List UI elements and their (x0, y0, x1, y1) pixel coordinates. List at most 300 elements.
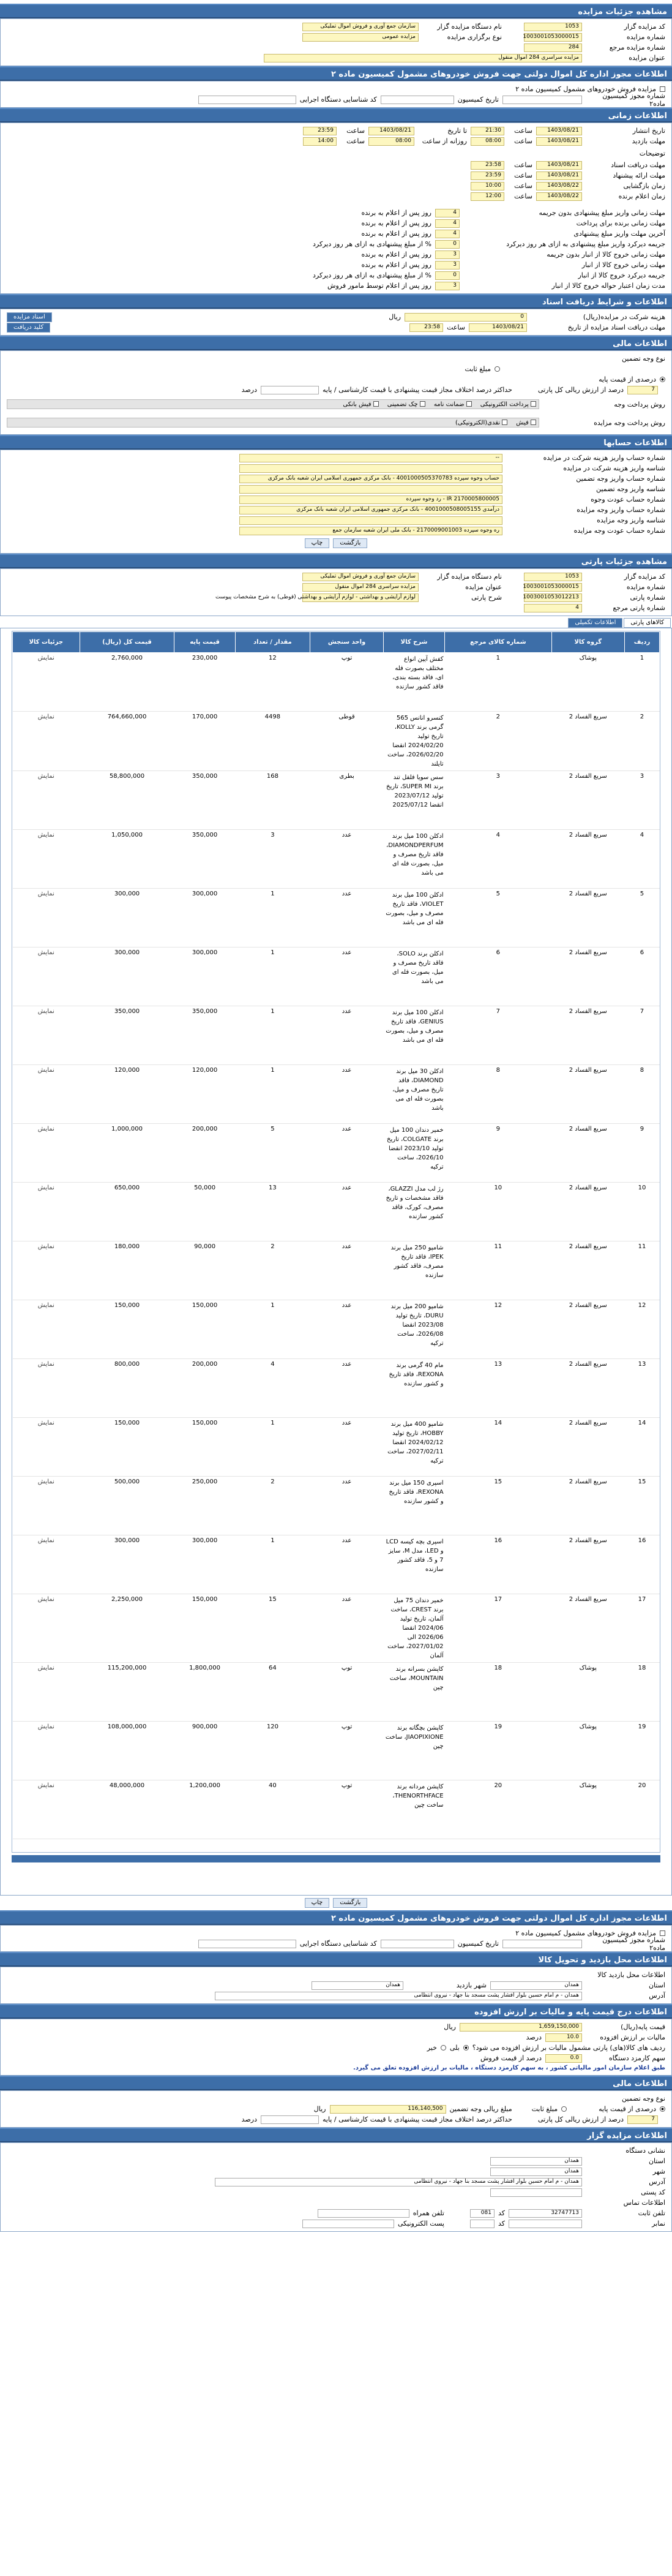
doc-deadline-label: مهلت دریافت اسناد (611, 161, 665, 169)
penalty-value: 3 (435, 250, 460, 259)
details-cell (13, 1535, 80, 1594)
item-group: پوشاک (551, 1722, 624, 1780)
item-total-price: 1,000,000 (80, 1124, 174, 1183)
item-description: ادکلن برند SOLO، فاقد تاریخ مصرف و میل، بصورت فله ای می باشد (384, 947, 445, 1006)
item-base-price: 150,000 (174, 1594, 235, 1663)
percent-label: درصدی از قیمت پایه (599, 2105, 656, 2113)
details-cell (13, 1594, 80, 1663)
col-unit[interactable]: واحد سنجش (310, 632, 384, 653)
opening-time: 10:00 (471, 182, 504, 190)
permit-number-label: شماره مجوز کمیسیون ماده۲ (602, 91, 665, 108)
contact-title: اطلاعات تماس (623, 2199, 665, 2207)
doc-receipt-label: مهلت دریافت اسناد مزایده از تاریخ (567, 323, 665, 331)
col-group[interactable]: گروه کالا (551, 632, 624, 653)
item-ref-code: 14 (445, 1418, 552, 1477)
visit-location-panel (0, 1967, 672, 2004)
back-button[interactable]: بازگشت (333, 538, 367, 548)
item-quantity: 12 (235, 653, 310, 712)
account-label: شماره حساب واریز وجه تضمین (576, 475, 665, 483)
col-desc[interactable]: شرح کالا (384, 632, 445, 653)
item-unit: توپ (310, 1663, 384, 1722)
item-unit: توپ (310, 1722, 384, 1780)
time-label: ساعت (514, 161, 532, 169)
item-group: سریع الفساد 2 (551, 889, 624, 947)
item-group: سریع الفساد 2 (551, 830, 624, 889)
details-cell (13, 1183, 80, 1241)
city-label: شهر بازدید (456, 1981, 487, 1989)
penalty-label: مهلت زمانی خروج کالا از انبار (581, 261, 665, 269)
time-label: ساعت (447, 323, 465, 331)
table-row (13, 1065, 660, 1124)
item-unit: عدد (310, 1065, 384, 1124)
item-description: کنسرو انانس 565 گرمی برند KOLLY، تاریخ تولید 2024/02/20 انقضا 2026/02/20، ساخت تایلند (384, 712, 445, 771)
view-details-link[interactable]: نمایش (37, 1302, 54, 1309)
item-base-price: 1,200,000 (174, 1780, 235, 1839)
fixed-amount-label: مبلغ ثابت (465, 365, 491, 373)
table-row (13, 1780, 660, 1839)
vehicle-sale-label: مزایده فروش خودروهای مشمول کمیسیون ماده ۲ (515, 85, 656, 93)
row-number: 2 (624, 712, 659, 771)
print-button[interactable]: چاپ (305, 1898, 330, 1908)
penalty-value: 4 (435, 230, 460, 238)
details-cell (13, 1418, 80, 1477)
item-total-price: 58,800,000 (80, 771, 174, 830)
view-details-link[interactable]: نمایش (37, 1243, 54, 1250)
account-label: شماره حساب واریز وجه مزایده (577, 506, 665, 514)
auction-pay-method-label: روش پرداخت وجه مزایده (594, 418, 665, 427)
item-quantity: 1 (235, 1418, 310, 1477)
publish-time: 21:30 (471, 127, 504, 135)
item-unit: عدد (310, 1359, 384, 1418)
opening-date: 1403/08/22 (536, 182, 582, 190)
address-label: آدرس (649, 1992, 665, 2000)
penalty-unit: % از مبلغ پیشنهادی به ازای هر روز دیرکرد (313, 240, 431, 248)
percent-radio[interactable] (660, 2106, 665, 2112)
col-total[interactable]: قیمت کل (ریال) (80, 632, 174, 653)
guarantee-letter-checkbox[interactable] (466, 401, 472, 407)
details-cell (13, 830, 80, 889)
item-description: مام 40 گرمی برند REXONA، فاقد تاریخ و کشور سازنده (384, 1359, 445, 1418)
party-details-header: مشاهده جزئیات پارتی (0, 554, 672, 568)
base-price-value: 1,659,150,000 (460, 2023, 582, 2032)
auction-number-value: 1003001053000015 (524, 33, 582, 42)
item-base-price: 350,000 (174, 830, 235, 889)
item-base-price: 350,000 (174, 771, 235, 830)
item-unit: عدد (310, 1006, 384, 1065)
view-details-link[interactable]: نمایش (37, 1596, 54, 1603)
item-description: کاپشن مردانه برند THENORTHFACE، ساخت چین (384, 1780, 445, 1839)
view-details-link[interactable]: نمایش (37, 655, 54, 661)
item-group: سریع الفساد 2 (551, 1241, 624, 1300)
item-total-price: 800,000 (80, 1359, 174, 1418)
penalty-label: مدت زمان اعتبار حواله خروج کالا از انبار (551, 282, 665, 290)
vehicle-permit-panel-2 (0, 1925, 672, 1952)
account-label: شماره حساب عودت وجه مزایده (573, 527, 665, 535)
account-label: شناسه واریز وجه تضمین (596, 485, 665, 493)
row-number: 14 (624, 1418, 659, 1477)
view-details-link[interactable]: نمایش (37, 891, 54, 897)
auction-number-label: شماره مزایده (626, 33, 665, 41)
city-value: همدان (490, 2167, 582, 2176)
tab-party-items[interactable]: کالاهای پارتی (624, 618, 671, 628)
time-label: ساعت (346, 127, 365, 135)
view-details-link[interactable]: نمایش (37, 1067, 54, 1074)
item-ref-code: 4 (445, 830, 552, 889)
item-description: شامپو 200 میل برند DURU، تاریخ تولید 2023/08 انقضا 2026/08، ساخت ترکیه (384, 1300, 445, 1359)
details-cell (13, 1065, 80, 1124)
documents-header: اطلاعات و شرایط دریافت اسناد (0, 294, 672, 309)
fixed-amount-radio[interactable] (495, 366, 500, 372)
table-row (13, 889, 660, 947)
no-radio[interactable] (441, 2045, 446, 2051)
email-value (302, 2220, 394, 2228)
item-quantity: 1 (235, 1006, 310, 1065)
view-details-link[interactable]: نمایش (37, 1420, 54, 1426)
item-ref-code: 8 (445, 1065, 552, 1124)
item-description: خمیر دندان 100 میل برند COLGATE، تاریخ تولید 2023/10 انقضا 2026/10، ساخت ترکیه (384, 1124, 445, 1183)
item-base-price: 150,000 (174, 1300, 235, 1359)
financial-header-2: اطلاعات مالی (0, 2076, 672, 2090)
bank-receipt-label: فیش بانکی (343, 401, 371, 408)
item-ref-code: 16 (445, 1535, 552, 1594)
account-label: شماره حساب واریز هزینه شرکت در مزایده (543, 454, 665, 462)
view-details-link[interactable]: نمایش (37, 1537, 54, 1544)
item-quantity: 1 (235, 947, 310, 1006)
item-unit: توپ (310, 653, 384, 712)
view-details-link[interactable]: نمایش (37, 1665, 54, 1671)
item-total-price: 1,050,000 (80, 830, 174, 889)
item-description: کفش آیین انواع مختلف بصورت فله ای، فاقد بسته بندی، فاقد کشور سازنده (384, 653, 445, 712)
account-value (239, 516, 502, 525)
item-quantity: 5 (235, 1124, 310, 1183)
print-button[interactable]: چاپ (305, 538, 330, 548)
account-value: درآمدی 4001000508005155 - بانک مرکزی جمهوری اسلامی ایران شعبه بانک مرکزی (239, 506, 502, 514)
address-value: همدان - م امام حسین بلوار افشار پشت مسجد بنا جهاد - نیروی انتظامی (215, 2178, 582, 2186)
item-total-price: 2,760,000 (80, 653, 174, 712)
item-base-price: 300,000 (174, 1535, 235, 1594)
row-number: 3 (624, 771, 659, 830)
phone-value: 32747713 (509, 2209, 582, 2218)
account-label: شماره حساب عودت وجوه (591, 495, 665, 503)
code-value: 1053 (524, 23, 582, 31)
item-ref-code: 3 (445, 771, 552, 830)
fee-share-value: 0.0 (545, 2054, 582, 2063)
row-number: 15 (624, 1477, 659, 1535)
item-unit: عدد (310, 947, 384, 1006)
rial-unit: ریال (444, 2023, 456, 2031)
table-row (13, 771, 660, 830)
penalty-value: 0 (435, 271, 460, 280)
mobile-value (318, 2209, 409, 2218)
item-ref-code: 11 (445, 1241, 552, 1300)
item-ref-code: 2 (445, 712, 552, 771)
item-group: پوشاک (551, 1663, 624, 1722)
auction-title-label: عنوان مزایده (629, 54, 665, 62)
view-details-link[interactable]: نمایش (37, 1184, 54, 1191)
item-total-price: 120,000 (80, 1065, 174, 1124)
code-label: کد مزایده گزار (624, 573, 665, 581)
row-number: 7 (624, 1006, 659, 1065)
publish-to-date: 1403/08/21 (368, 127, 414, 135)
view-details-link[interactable]: نمایش (37, 832, 54, 838)
org-name-label: نام دستگاه مزایده گزار (437, 573, 502, 581)
fee-unit: ریال (389, 313, 401, 321)
item-base-price: 150,000 (174, 1418, 235, 1477)
permit-number-label: شماره مجوز کمیسیون ماده۲ (602, 1935, 665, 1952)
row-number: 1 (624, 653, 659, 712)
party-ref-label: شماره پارتی مرجع (613, 604, 665, 612)
item-base-price: 50,000 (174, 1183, 235, 1241)
penalty-unit: روز پس از اعلام به برنده (361, 219, 431, 227)
percent-radio[interactable] (660, 377, 665, 382)
item-description: ادکلن 30 میل برند DIAMOND، فاقد تاریخ مصرف و میل، بصورت فله ای می باشد (384, 1065, 445, 1124)
view-details-link[interactable]: نمایش (37, 1126, 54, 1132)
province-value: همدان (490, 1981, 582, 1990)
item-group: سریع الفساد 2 (551, 712, 624, 771)
item-quantity: 15 (235, 1594, 310, 1663)
permit-number-field (502, 1940, 582, 1948)
table-row (13, 1241, 660, 1300)
province-label: استان (648, 2157, 665, 2165)
item-base-price: 170,000 (174, 712, 235, 771)
row-number: 13 (624, 1359, 659, 1418)
vat-question-label: ردیف های کالا(های) پارتی مشمول مالیات بر ارزش افزوده می شود؟ (472, 2044, 665, 2052)
item-description: کاپشن بچگانه برند JIAOPIXIONE، ساخت چین (384, 1722, 445, 1780)
row-number: 17 (624, 1594, 659, 1663)
party-tabs (0, 616, 672, 628)
account-label: شناسه واریز وجه مزایده (597, 516, 665, 524)
fee-share-note: درصد از قیمت فروش (480, 2054, 542, 2062)
financial-header: اطلاعات مالی (0, 336, 672, 350)
col-qty[interactable]: مقدار / تعداد (235, 632, 310, 653)
max-diff-field (261, 2115, 319, 2124)
download-key-button[interactable]: کلید دریافت (7, 323, 50, 333)
percent-of-value-label: درصد از ارزش ریالی کل پارتی (537, 2115, 624, 2123)
penalty-unit: روز پس از اعلام به برنده (361, 261, 431, 269)
base-price-label: قیمت پایه(ریال) (621, 2023, 665, 2031)
item-ref-code: 9 (445, 1124, 552, 1183)
table-row (13, 712, 660, 771)
slip-label: فیش (516, 419, 529, 426)
details-cell (13, 653, 80, 712)
mobile-label: تلفن همراه (413, 2209, 444, 2217)
tab-extra-info[interactable]: اطلاعات تکمیلی (568, 618, 622, 628)
item-ref-code: 17 (445, 1594, 552, 1663)
penalty-label: آخرین مهلت واریز مبلغ پیشنهادی (573, 230, 665, 238)
commission-date-field (381, 96, 454, 104)
vehicle-permit-panel (0, 81, 672, 108)
view-details-link[interactable]: نمایش (37, 1478, 54, 1485)
item-description: خمیر دندان 75 میل برند CREST، ساخت آلمان، تاریخ تولید 2024/06 انقضا 2026/06 الی 2027/01/02، ساخت آلمان (384, 1594, 445, 1663)
visit-date: 1403/08/21 (536, 137, 582, 146)
view-details-link[interactable]: نمایش (37, 1361, 54, 1368)
fixed-amount-radio[interactable] (561, 2106, 567, 2112)
item-unit: عدد (310, 830, 384, 889)
row-number: 16 (624, 1535, 659, 1594)
item-group: سریع الفساد 2 (551, 1124, 624, 1183)
accounts-panel (0, 450, 672, 554)
max-diff-label: حداکثر درصد اختلاف مجاز قیمت پیشنهادی با قیمت کارشناسی / پایه (323, 2115, 512, 2123)
penalty-label: مهلت زمانی برنده برای پرداخت (576, 219, 665, 227)
item-description: ادکلن 100 میل برند VIOLET، فاقد تاریخ مصرف و میل، بصورت فله ای می باشد (384, 889, 445, 947)
view-details-link[interactable]: نمایش (37, 949, 54, 956)
account-value: -- (239, 454, 502, 462)
item-ref-code: 15 (445, 1477, 552, 1535)
bank-receipt-checkbox[interactable] (373, 401, 379, 407)
slip-checkbox[interactable] (531, 420, 536, 425)
row-number: 20 (624, 1780, 659, 1839)
details-cell (13, 1006, 80, 1065)
item-group: سریع الفساد 2 (551, 1535, 624, 1594)
item-ref-code: 12 (445, 1300, 552, 1359)
item-unit: عدد (310, 889, 384, 947)
visit-from-hour: 08:00 (368, 137, 414, 146)
time-label: ساعت (346, 137, 365, 145)
area-code-label: کد (498, 2220, 505, 2228)
penalty-unit: روز پس از اعلام به برنده (361, 209, 431, 217)
base-price-panel (0, 2019, 672, 2076)
city-value: همدان (312, 1981, 403, 1990)
penalty-value: 3 (435, 282, 460, 290)
item-total-price: 180,000 (80, 1241, 174, 1300)
yes-label: بلی (449, 2044, 460, 2052)
row-number: 10 (624, 1183, 659, 1241)
guarantee-type-label: نوع وجه تضمین (622, 2095, 665, 2103)
penalty-value: 4 (435, 209, 460, 217)
view-details-link[interactable]: نمایش (37, 773, 54, 780)
no-label: خیر (427, 2044, 437, 2052)
check-checkbox[interactable] (420, 401, 425, 407)
bid-deadline-label: مهلت ارائه پیشنهاد (613, 171, 665, 179)
payment-method-label: روش پرداخت وجه (614, 400, 665, 409)
items-table-panel (0, 628, 672, 1896)
penalty-unit: % از مبلغ پیشنهادی به ازای هر روز دیرکرد (313, 271, 431, 279)
details-cell (13, 1477, 80, 1535)
details-cell (13, 771, 80, 830)
table-row (13, 830, 660, 889)
vehicle-permit-header: اطلاعات مجوز اداره کل اموال دولتی جهت فروش خودروهای مشمول کمیسیون ماده ۲ (0, 66, 672, 81)
item-base-price: 900,000 (174, 1722, 235, 1780)
doc-deadline-time: 23:58 (471, 161, 504, 170)
electronic-pay-checkbox[interactable] (531, 401, 536, 407)
financial-panel-2 (0, 2090, 672, 2128)
view-details-link[interactable]: نمایش (37, 714, 54, 720)
item-unit: عدد (310, 1124, 384, 1183)
table-row (13, 1535, 660, 1594)
code-value: 1053 (524, 573, 582, 581)
publish-date: 1403/08/21 (536, 127, 582, 135)
yes-radio[interactable] (463, 2045, 469, 2051)
penalty-label: مهلت زمانی خروج کالا از انبار بدون جریمه (547, 250, 665, 258)
item-description: سس سویا فلفل تند برند SUPER MI، تاریخ تولید 2023/07/12 انقضا 2025/07/12 (384, 771, 445, 830)
auction-docs-button[interactable]: اسناد مزایده (7, 312, 52, 322)
penalty-unit: روز پس از اعلام به برنده (361, 230, 431, 238)
item-ref-code: 13 (445, 1359, 552, 1418)
to-date-label: تا تاریخ (447, 127, 467, 135)
commission-date-label: تاریخ کمیسیون (457, 1940, 499, 1948)
item-description: رژ لب مدل GLAZZI، فاقد مشخصات و تاریخ مصرف، کورک، فاقد کشور سازنده (384, 1183, 445, 1241)
account-value (239, 464, 502, 473)
view-details-link[interactable]: نمایش (37, 1723, 54, 1730)
base-price-header: اطلاعات درج قیمت پایه و مالیات بر ارزش افزوده (0, 2004, 672, 2019)
col-price[interactable]: قیمت پایه (174, 632, 235, 653)
col-row[interactable]: ردیف (624, 632, 659, 653)
time-label: ساعت (514, 192, 532, 200)
col-details[interactable]: جزئیات کالا (13, 632, 80, 653)
item-total-price: 2,250,000 (80, 1594, 174, 1663)
rial-unit: ریال (313, 2105, 326, 2113)
item-unit: توپ (310, 1780, 384, 1839)
item-ref-code: 19 (445, 1722, 552, 1780)
fee-value: 0 (405, 313, 527, 322)
commission-date-field (381, 1940, 454, 1948)
view-details-link[interactable]: نمایش (37, 1782, 54, 1789)
table-row (13, 1300, 660, 1359)
time-label: ساعت (514, 127, 532, 135)
accounts-header: اطلاعات حسابها (0, 435, 672, 450)
item-total-price: 300,000 (80, 1535, 174, 1594)
item-description: اسپری بچه کیسه LCD و LED، مدل M، سایز 7 و 5، فاقد کشور سازنده (384, 1535, 445, 1594)
item-quantity: 120 (235, 1722, 310, 1780)
item-quantity: 2 (235, 1241, 310, 1300)
details-cell (13, 1124, 80, 1183)
guarantee-type-label: نوع وجه تضمین (622, 355, 665, 363)
vat-value: 10.0 (545, 2033, 582, 2042)
item-base-price: 350,000 (174, 1006, 235, 1065)
item-base-price: 90,000 (174, 1241, 235, 1300)
item-group: سریع الفساد 2 (551, 1065, 624, 1124)
penalty-unit: روز پس از اعلام به برنده (361, 250, 431, 258)
org-name-value: سازمان جمع آوری و فروش اموال تملیکی (302, 573, 419, 581)
item-base-price: 200,000 (174, 1359, 235, 1418)
item-quantity: 2 (235, 1477, 310, 1535)
back-button[interactable]: بازگشت (333, 1898, 367, 1908)
auction-number-label: شماره مزایده (626, 583, 665, 591)
penalty-label: جریمه دیرکرد واریز مبلغ پیشنهادی به ازای هر روز دیرکرد (506, 240, 665, 248)
auction-title-label: عنوان مزایده (465, 583, 502, 591)
percent-label: درصدی از قیمت پایه (599, 375, 656, 383)
auction-title-value: مزایده سراسری 284 اموال منقول (264, 54, 582, 62)
penalty-value: 4 (435, 219, 460, 228)
row-number: 5 (624, 889, 659, 947)
view-details-link[interactable]: نمایش (37, 1008, 54, 1015)
auction-type-value: مزایده عمومی (302, 33, 419, 42)
item-base-price: 120,000 (174, 1065, 235, 1124)
item-ref-code: 6 (445, 947, 552, 1006)
fax-code-value (470, 2220, 495, 2228)
item-ref-code: 20 (445, 1780, 552, 1839)
table-row (13, 1418, 660, 1477)
national-id-field (198, 1940, 296, 1948)
account-value (239, 485, 502, 494)
national-id-label: کد شناسایی دستگاه اجرایی (299, 96, 377, 104)
auction-title-value: مزایده سراسری 284 اموال منقول (302, 583, 419, 592)
auction-ref-value: 284 (524, 43, 582, 52)
item-total-price: 150,000 (80, 1418, 174, 1477)
area-code-value: 081 (470, 2209, 495, 2218)
percent-unit: درصد (241, 2115, 257, 2123)
item-description: ادکلن 100 میل برند GENIUS، فاقد تاریخ مصرف و میل، بصورت فله ای می باشد (384, 1006, 445, 1065)
guarantee-amount-label: مبلغ ریالی وجه تضمین (449, 2105, 512, 2113)
visit-to-hour: 14:00 (303, 137, 337, 146)
cash-checkbox[interactable] (502, 420, 507, 425)
item-description: کاپشن بسرانه برند MOUNTAIN، ساخت چین (384, 1663, 445, 1722)
details-cell (13, 1300, 80, 1359)
financial-panel (0, 350, 672, 435)
details-cell (13, 712, 80, 771)
col-ref-code[interactable]: شماره کالای مرجع (445, 632, 552, 653)
guarantee-amount-value: 116,140,500 (330, 2105, 446, 2114)
